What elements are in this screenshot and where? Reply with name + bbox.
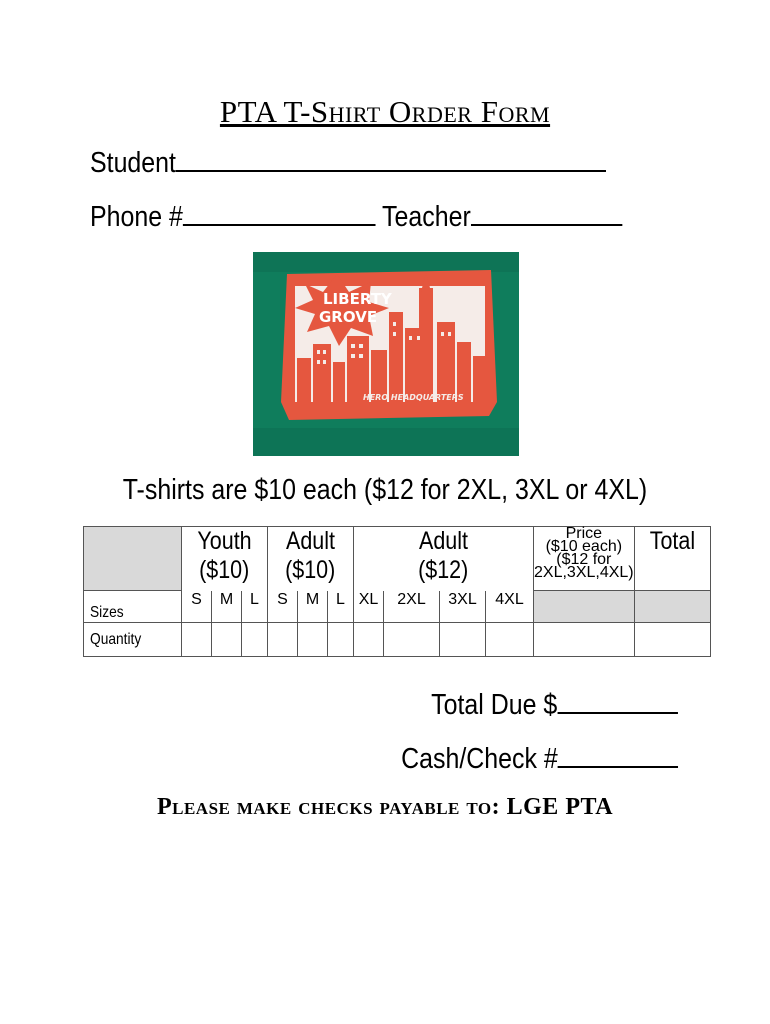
size-cell: M (212, 591, 242, 623)
page-title: PTA T-Shirt Order Form (219, 94, 551, 129)
quantity-input[interactable] (328, 623, 354, 657)
quantity-input[interactable] (268, 623, 298, 657)
header-blank-cell (84, 527, 182, 591)
price-note: T-shirts are $10 each ($12 for 2XL, 3XL or 4XL) (122, 474, 648, 506)
shirt-text-1: LIBERTY (323, 290, 392, 308)
size-cell: XL (354, 591, 384, 623)
quantity-input[interactable] (182, 623, 212, 657)
quantity-input[interactable] (242, 623, 268, 657)
quantity-input[interactable] (298, 623, 328, 657)
cash-check-field[interactable] (401, 742, 678, 776)
total-due-line[interactable] (558, 688, 678, 714)
price-gray-cell (534, 591, 635, 623)
total-due-label: Total Due $ (431, 689, 558, 721)
teacher-input-line[interactable] (471, 200, 622, 226)
quantity-input[interactable] (384, 623, 440, 657)
size-cell: L (328, 591, 354, 623)
size-cell: 4XL (486, 591, 534, 623)
quantity-input[interactable] (212, 623, 242, 657)
size-cell: S (182, 591, 212, 623)
total-input[interactable] (634, 623, 710, 657)
price-input[interactable] (534, 623, 635, 657)
student-input-line[interactable] (176, 146, 606, 172)
quantity-label: Quantity (84, 623, 182, 657)
adult-plus-header: Adult ($12) (354, 527, 534, 591)
quantity-input[interactable] (486, 623, 534, 657)
shirt-text-2: GROVE (319, 308, 378, 326)
teacher-label: Teacher (382, 201, 471, 233)
shirt-footer-text: HERO HEADQUARTERS (363, 393, 464, 402)
payable-note: Please make checks payable to: LGE PTA (156, 794, 614, 820)
total-header: Total (634, 527, 710, 591)
total-gray-cell (634, 591, 710, 623)
phone-input-line[interactable] (183, 200, 376, 226)
size-cell: M (298, 591, 328, 623)
student-label: Student (90, 147, 176, 179)
tshirt-photo (253, 252, 519, 456)
phone-label: Phone # (90, 201, 183, 233)
size-cell: L (242, 591, 268, 623)
size-cell: S (268, 591, 298, 623)
price-header: Price ($10 each) ($12 for 2XL,3XL,4XL) (534, 527, 635, 591)
sizes-label: Sizes (84, 591, 182, 623)
cash-check-line[interactable] (558, 742, 678, 768)
quantity-input[interactable] (440, 623, 486, 657)
order-table (83, 526, 711, 657)
quantity-input[interactable] (354, 623, 384, 657)
sizes-row (84, 591, 711, 623)
phone-teacher-row (90, 200, 622, 234)
quantity-row (84, 623, 711, 657)
student-field[interactable] (90, 146, 606, 180)
youth-header: Youth ($10) (182, 527, 268, 591)
table-header-row (84, 527, 711, 591)
total-due-field[interactable] (431, 688, 678, 722)
tshirt-graphic (253, 252, 519, 456)
cash-check-label: Cash/Check # (400, 743, 558, 775)
size-cell: 3XL (440, 591, 486, 623)
adult-header: Adult ($10) (268, 527, 354, 591)
size-cell: 2XL (384, 591, 440, 623)
